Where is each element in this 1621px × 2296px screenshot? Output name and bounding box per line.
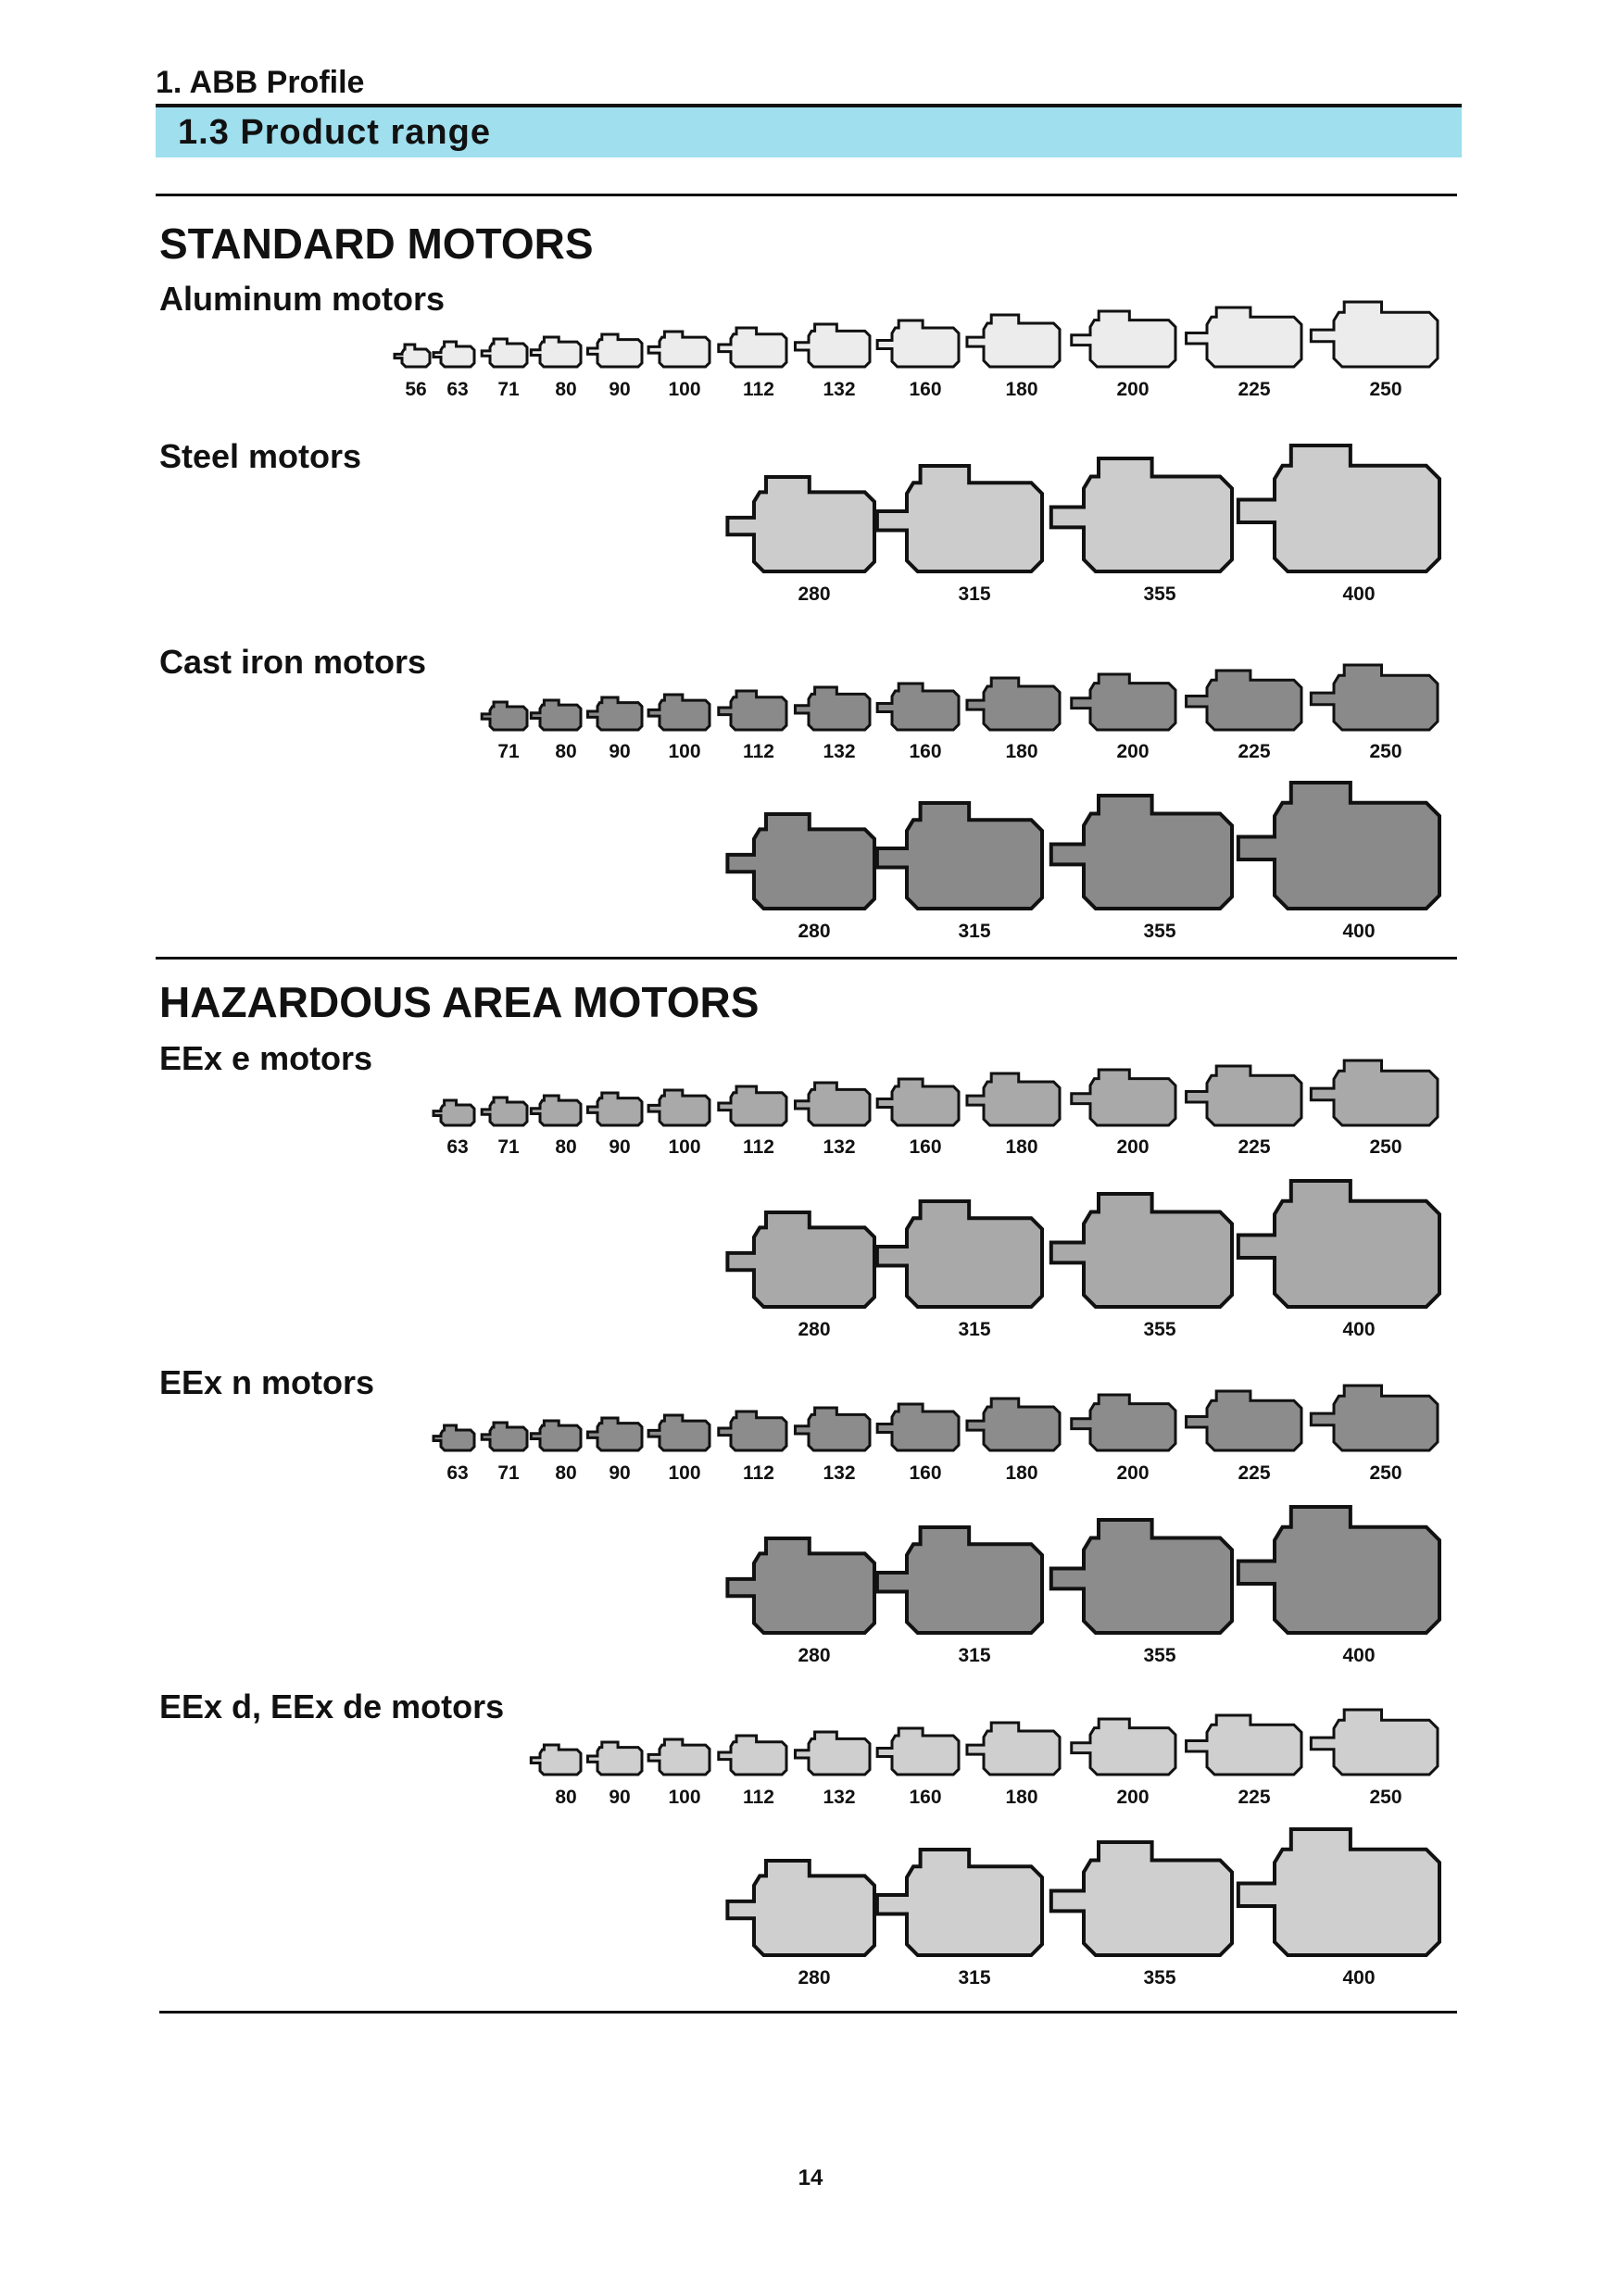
eex-n-size-label-280: 280 (798, 1645, 831, 1666)
cast-iron-size-label-225: 225 (1238, 741, 1271, 762)
eex-n-size-label-160: 160 (909, 1462, 942, 1484)
aluminum-size-label-80: 80 (555, 379, 577, 400)
eex-e-size-label-80: 80 (555, 1136, 577, 1158)
eex-n-motor-200 (1072, 1395, 1175, 1450)
aluminum-size-label-200: 200 (1116, 379, 1150, 400)
eex-d-size-label-200: 200 (1116, 1787, 1150, 1808)
eex-n-motor-132 (795, 1408, 870, 1450)
steel-motor-315 (877, 466, 1042, 571)
eex-n-size-label-90: 90 (609, 1462, 631, 1484)
aluminum-size-label-180: 180 (1005, 379, 1038, 400)
eex-e-motor-160 (877, 1079, 959, 1125)
eex-n-motor-250 (1311, 1386, 1438, 1450)
eex-d-size-label-315: 315 (958, 1967, 991, 1989)
aluminum-size-label-112: 112 (743, 379, 774, 400)
eex-n-size-label-63: 63 (446, 1462, 469, 1484)
eex-e-motor-132 (795, 1083, 870, 1125)
eex-e-size-label-225: 225 (1238, 1136, 1271, 1158)
eex-n-motor-315 (877, 1527, 1042, 1633)
eex-e-motor-90 (587, 1093, 642, 1125)
cast-iron-motor-112 (719, 691, 786, 730)
standard-motors-title: STANDARD MOTORS (159, 220, 594, 268)
page-number: 14 (798, 2165, 823, 2190)
eex-e-size-label-160: 160 (909, 1136, 942, 1158)
steel-motors-title: Steel motors (159, 437, 362, 475)
eex-d-size-label-100: 100 (668, 1787, 701, 1808)
eex-d-size-label-160: 160 (909, 1787, 942, 1808)
cast-iron-motor-132 (795, 687, 870, 730)
eex-d-size-label-112: 112 (743, 1787, 774, 1808)
eex-e-motor-400 (1238, 1181, 1439, 1307)
aluminum-size-label-56: 56 (405, 379, 427, 400)
cast-iron-size-label-180: 180 (1005, 741, 1038, 762)
eex-d-size-label-250: 250 (1369, 1787, 1402, 1808)
eex-d-size-label-80: 80 (555, 1787, 577, 1808)
eex-e-size-label-71: 71 (497, 1136, 520, 1158)
eex-e-size-label-280: 280 (798, 1319, 831, 1340)
cast-iron-size-label-100: 100 (668, 741, 701, 762)
eex-d-motor-280 (727, 1861, 874, 1955)
eex-n-size-label-100: 100 (668, 1462, 701, 1484)
eex-e-size-label-400: 400 (1342, 1319, 1376, 1340)
eex-e-motor-200 (1072, 1070, 1175, 1125)
cast-iron-motor-71 (482, 702, 527, 730)
eex-d-motor-112 (719, 1736, 786, 1775)
eex-d-motor-180 (967, 1723, 1060, 1775)
cast-iron-size-label-71: 71 (497, 741, 520, 762)
eex-d-size-label-400: 400 (1342, 1967, 1376, 1989)
eex-n-size-label-225: 225 (1238, 1462, 1271, 1484)
eex-n-size-label-400: 400 (1342, 1645, 1376, 1666)
cast-iron-motor-100 (648, 695, 710, 730)
eex-e-size-label-90: 90 (609, 1136, 631, 1158)
steel-motor-400 (1238, 445, 1439, 571)
eex-e-motors-title: EEx e motors (159, 1039, 373, 1077)
eex-e-size-label-100: 100 (668, 1136, 701, 1158)
steel-size-label-400: 400 (1342, 583, 1376, 605)
aluminum-motor-180 (967, 315, 1060, 367)
aluminum-motor-225 (1187, 307, 1301, 367)
eex-d-size-label-90: 90 (609, 1787, 631, 1808)
eex-e-motor-315 (877, 1201, 1042, 1307)
aluminum-size-label-90: 90 (609, 379, 631, 400)
aluminum-motor-160 (877, 320, 959, 367)
aluminum-motor-132 (795, 324, 870, 367)
eex-e-motor-225 (1187, 1066, 1301, 1125)
cast-iron-size-label-112: 112 (743, 741, 774, 762)
eex-n-size-label-250: 250 (1369, 1462, 1402, 1484)
cast-iron-size-label-315: 315 (958, 921, 991, 942)
eex-n-motor-355 (1051, 1520, 1232, 1633)
cast-iron-size-label-280: 280 (798, 921, 831, 942)
eex-e-size-label-250: 250 (1369, 1136, 1402, 1158)
eex-e-motor-355 (1051, 1194, 1232, 1307)
eex-d-motors-title: EEx d, EEx de motors (159, 1687, 505, 1725)
aluminum-motor-56 (395, 345, 430, 367)
cast-iron-size-label-160: 160 (909, 741, 942, 762)
aluminum-size-label-132: 132 (823, 379, 856, 400)
eex-e-size-label-63: 63 (446, 1136, 469, 1158)
eex-n-motors-title: EEx n motors (159, 1363, 375, 1401)
eex-n-motor-100 (648, 1415, 710, 1450)
cast-iron-motor-225 (1187, 671, 1301, 730)
cast-iron-motor-80 (531, 700, 581, 730)
cast-iron-motor-315 (877, 803, 1042, 909)
aluminum-size-label-63: 63 (446, 379, 469, 400)
eex-n-size-label-71: 71 (497, 1462, 520, 1484)
eex-d-size-label-225: 225 (1238, 1787, 1271, 1808)
aluminum-size-label-100: 100 (668, 379, 701, 400)
eex-n-size-label-315: 315 (958, 1645, 991, 1666)
eex-n-motor-180 (967, 1399, 1060, 1450)
eex-d-motor-225 (1187, 1715, 1301, 1775)
cast-iron-motor-355 (1051, 796, 1232, 909)
eex-d-motor-160 (877, 1728, 959, 1775)
eex-d-motor-400 (1238, 1829, 1439, 1955)
eex-e-motor-280 (727, 1212, 874, 1307)
aluminum-motor-200 (1072, 311, 1175, 367)
aluminum-size-label-250: 250 (1369, 379, 1402, 400)
eex-n-size-label-355: 355 (1143, 1645, 1176, 1666)
aluminum-motor-90 (587, 334, 642, 367)
aluminum-motors-title: Aluminum motors (159, 280, 446, 318)
eex-d-size-label-355: 355 (1143, 1967, 1176, 1989)
eex-n-motor-71 (482, 1423, 527, 1450)
hazardous-area-motors-title: HAZARDOUS AREA MOTORS (159, 978, 760, 1026)
cast-iron-size-label-250: 250 (1369, 741, 1402, 762)
eex-e-motor-250 (1311, 1060, 1438, 1125)
aluminum-motor-63 (434, 342, 474, 367)
cast-iron-motor-160 (877, 684, 959, 730)
cast-iron-motor-90 (587, 697, 642, 730)
aluminum-size-label-160: 160 (909, 379, 942, 400)
eex-e-size-label-112: 112 (743, 1136, 774, 1158)
eex-e-motor-80 (531, 1096, 581, 1125)
cast-iron-motor-400 (1238, 783, 1439, 909)
eex-e-motor-112 (719, 1086, 786, 1125)
eex-n-motor-112 (719, 1411, 786, 1450)
eex-e-size-label-315: 315 (958, 1319, 991, 1340)
eex-n-size-label-80: 80 (555, 1462, 577, 1484)
cast-iron-motor-250 (1311, 665, 1438, 730)
steel-size-label-280: 280 (798, 583, 831, 605)
aluminum-motor-71 (482, 339, 527, 367)
eex-d-size-label-180: 180 (1005, 1787, 1038, 1808)
eex-n-motor-90 (587, 1418, 642, 1450)
eex-e-motor-71 (482, 1098, 527, 1125)
eex-d-motor-250 (1311, 1710, 1438, 1775)
eex-d-motor-355 (1051, 1842, 1232, 1955)
eex-n-motor-280 (727, 1538, 874, 1633)
eex-n-motor-80 (531, 1421, 581, 1450)
cast-iron-size-label-355: 355 (1143, 921, 1176, 942)
cast-iron-motor-180 (967, 678, 1060, 730)
eex-d-motor-315 (877, 1850, 1042, 1955)
eex-e-size-label-132: 132 (823, 1136, 856, 1158)
eex-d-size-label-132: 132 (823, 1787, 856, 1808)
eex-n-motor-63 (434, 1425, 474, 1450)
eex-e-size-label-200: 200 (1116, 1136, 1150, 1158)
eex-d-motor-200 (1072, 1719, 1175, 1775)
steel-motor-280 (727, 477, 874, 571)
eex-n-motor-160 (877, 1404, 959, 1450)
eex-n-size-label-180: 180 (1005, 1462, 1038, 1484)
cast-iron-size-label-80: 80 (555, 741, 577, 762)
steel-size-label-315: 315 (958, 583, 991, 605)
aluminum-motor-250 (1311, 302, 1438, 367)
eex-n-size-label-132: 132 (823, 1462, 856, 1484)
eex-d-motor-80 (531, 1745, 581, 1775)
eex-n-motor-400 (1238, 1507, 1439, 1633)
eex-d-motor-100 (648, 1739, 710, 1775)
cast-iron-size-label-200: 200 (1116, 741, 1150, 762)
eex-d-motor-90 (587, 1742, 642, 1775)
cast-iron-motors-title: Cast iron motors (159, 643, 427, 681)
aluminum-motor-100 (648, 332, 710, 367)
eex-e-size-label-180: 180 (1005, 1136, 1038, 1158)
steel-motor-355 (1051, 458, 1232, 571)
eex-d-size-label-280: 280 (798, 1967, 831, 1989)
eex-e-motor-100 (648, 1090, 710, 1125)
aluminum-motor-80 (531, 337, 581, 367)
aluminum-motor-112 (719, 328, 786, 367)
cast-iron-size-label-400: 400 (1342, 921, 1376, 942)
eex-n-size-label-112: 112 (743, 1462, 774, 1484)
steel-size-label-355: 355 (1143, 583, 1176, 605)
eex-n-size-label-200: 200 (1116, 1462, 1150, 1484)
cast-iron-size-label-90: 90 (609, 741, 631, 762)
chapter-heading: 1. ABB Profile (156, 65, 365, 100)
section-title: 1.3 Product range (178, 113, 491, 152)
cast-iron-motor-280 (727, 814, 874, 909)
eex-e-motor-180 (967, 1073, 1060, 1125)
eex-e-motor-63 (434, 1100, 474, 1125)
eex-n-motor-225 (1187, 1391, 1301, 1450)
eex-d-motor-132 (795, 1732, 870, 1775)
aluminum-size-label-71: 71 (497, 379, 520, 400)
cast-iron-size-label-132: 132 (823, 741, 856, 762)
eex-e-size-label-355: 355 (1143, 1319, 1176, 1340)
aluminum-size-label-225: 225 (1238, 379, 1271, 400)
cast-iron-motor-200 (1072, 674, 1175, 730)
